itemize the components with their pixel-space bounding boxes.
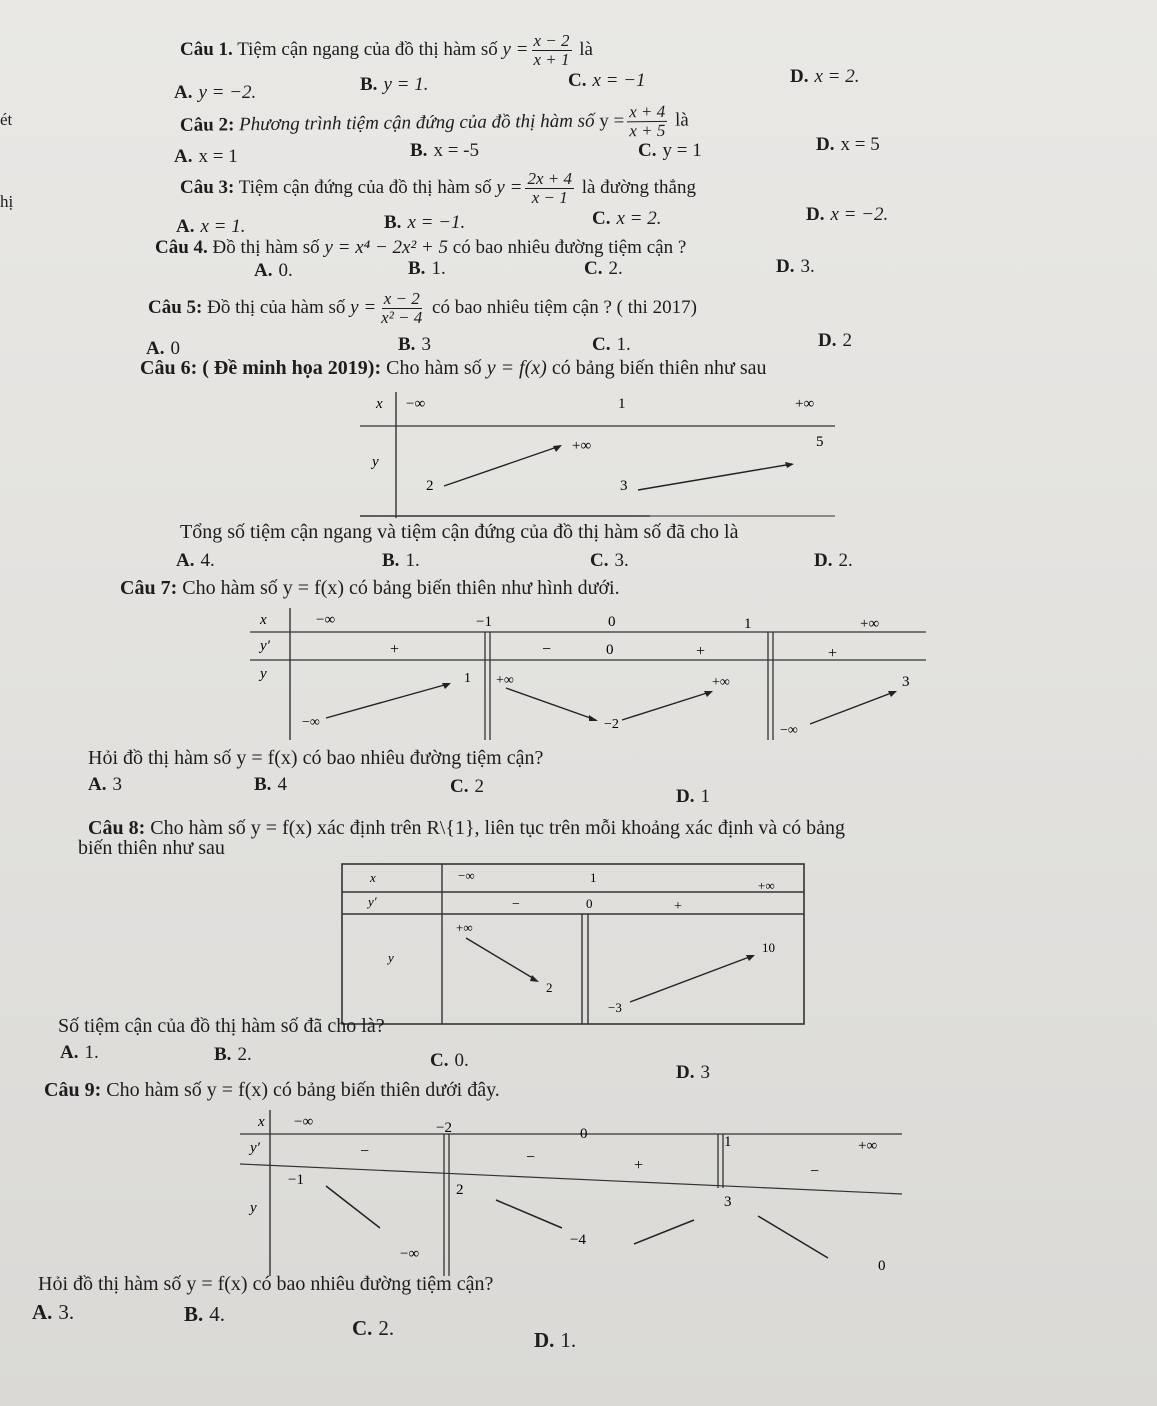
q1-num: x − 2 [533, 31, 570, 50]
q9-y-header: y [250, 1200, 257, 1216]
q7-yp-2: − [542, 641, 552, 658]
q7-y-7: 3 [902, 674, 910, 690]
q1-y: y = [502, 38, 529, 60]
q9-yp-3: + [634, 1157, 644, 1174]
q9-x-2: −2 [436, 1120, 452, 1136]
q7-arrow-2 [506, 688, 596, 720]
q9-arrow-1 [326, 1186, 380, 1228]
q7-yp-header: y′ [260, 638, 270, 654]
q8-yp-2: 0 [586, 896, 593, 911]
q7-option-c: C. 2 [450, 776, 484, 797]
q3-option-a: A. x = 1. [176, 216, 246, 237]
q8-option-b: B. 2. [214, 1044, 252, 1065]
q9-option-b: B. 4. [184, 1302, 226, 1326]
q6-y-header: y [372, 454, 379, 470]
q7-yp-3: 0 [606, 642, 614, 658]
q6-arrow-2 [638, 464, 792, 490]
q2-num: x + 4 [627, 103, 667, 122]
q9-y-5: 3 [724, 1194, 732, 1210]
q1-option-d: D. x = 2. [790, 66, 860, 87]
q7-x-2: −1 [476, 614, 492, 630]
q2-option-d: D. x = 5 [816, 134, 880, 155]
q1-den: x + 1 [533, 50, 570, 69]
q7-y-5: +∞ [712, 675, 730, 690]
q3-after: là đường thẳng [581, 176, 696, 198]
q9-x-1: −∞ [294, 1114, 314, 1130]
q9-option-d: D. 1. [534, 1328, 577, 1352]
q8-arrow-1 [466, 938, 536, 980]
q5-option-b: B. 3 [398, 334, 431, 355]
q6-x-header: x [376, 396, 383, 412]
q6-option-b: B. 1. [382, 550, 420, 571]
q9-question: Hỏi đồ thị hàm số y = f(x) có bao nhiêu đường tiệm cận? [38, 1273, 494, 1295]
q3-den: x − 1 [531, 188, 568, 207]
q9-yp-2: − [526, 1149, 536, 1166]
q9-arrow-3 [634, 1220, 694, 1244]
q5-num: x − 2 [383, 289, 420, 308]
q8-y-1: +∞ [456, 920, 473, 935]
q9-x-4: 1 [724, 1134, 732, 1150]
q8-y-2: 2 [546, 980, 553, 995]
q2-text: Phương trình tiệm cận đứng của đồ thị hàm số [238, 110, 595, 136]
q7-arrow-3 [622, 692, 710, 720]
q6-arrowhead-1 [553, 445, 562, 452]
q5-den: x² − 4 [381, 308, 423, 327]
q8-y-header: y [388, 950, 394, 965]
q7-option-a: A. 3 [88, 774, 122, 795]
q8-yp-1: − [512, 897, 520, 912]
q6-y-3: 3 [620, 478, 628, 494]
q5-after: có bao nhiêu tiệm cận ? ( thi 2017) [432, 296, 697, 318]
q1-label: Câu 1. [180, 38, 233, 60]
q6-option-a: A. 4. [176, 550, 215, 571]
q6-x-3: +∞ [795, 396, 815, 412]
q6-arrowhead-2 [785, 462, 794, 468]
q8-yp-header: y′ [368, 894, 377, 909]
q4-option-b: B. 1. [408, 258, 446, 279]
q6-y-4: 5 [816, 434, 824, 450]
q4-after: có bao nhiêu đường tiệm cận ? [452, 237, 687, 258]
q4-text: Đồ thị hàm số [212, 237, 320, 258]
q8-question: Số tiệm cận của đồ thị hàm số đã cho là? [58, 1015, 385, 1037]
q3-option-d: D. x = −2. [806, 204, 889, 225]
q6-question: Tổng số tiệm cận ngang và tiệm cận đứng của đồ thị hàm số đã cho là [180, 521, 739, 543]
q9-arrow-2 [496, 1200, 562, 1228]
q7-x-4: 1 [744, 616, 752, 632]
q3-option-b: B. x = −1. [384, 212, 466, 233]
q6-label: Câu 6: ( Đề minh họa 2019): [140, 357, 382, 379]
q8-option-d: D. 3 [676, 1062, 710, 1083]
q8-x-1: −∞ [458, 868, 475, 883]
q7-arrow-4 [810, 692, 894, 724]
q3-fraction [525, 170, 574, 207]
q3-y: y = [496, 176, 523, 198]
q9-yp-1: − [360, 1143, 370, 1160]
q5-option-d: D. 2 [818, 330, 852, 351]
q6-after: có bảng biến thiên như sau [551, 357, 767, 379]
q7-y-3: +∞ [496, 673, 514, 688]
q1-option-a: A. y = −2. [174, 82, 257, 103]
q2-option-b: B. x = -5 [410, 140, 479, 161]
q2-y: y = [599, 110, 625, 132]
q9-stem [44, 1078, 500, 1102]
q8-y-4: −3 [608, 1000, 622, 1015]
q2-option-a: A. x = 1 [174, 146, 238, 167]
q1-option-b: B. y = 1. [360, 74, 429, 95]
q6-x-1: −∞ [406, 396, 426, 412]
q9-option-c: C. 2. [352, 1316, 395, 1340]
q5-fraction [379, 290, 424, 327]
q7-stem [120, 576, 620, 600]
q9-y-4: −4 [570, 1232, 586, 1248]
q6-arrow-1 [444, 446, 560, 486]
q4-label: Câu 4. [155, 237, 208, 258]
q7-y-6: −∞ [780, 723, 798, 738]
q5-y: y = [350, 296, 377, 318]
q2-label: Câu 2: [179, 114, 235, 136]
q9-x-3: 0 [580, 1126, 588, 1142]
q1-option-c: C. x = −1 [568, 70, 646, 91]
q3-text: Tiệm cận đứng của đồ thị hàm số [238, 176, 492, 198]
q6-formula: y = f(x) [486, 357, 547, 379]
q7-question: Hỏi đồ thị hàm số y = f(x) có bao nhiêu đường tiệm cận? [88, 747, 544, 769]
q7-option-b: B. 4 [254, 774, 287, 795]
q9-y-3: 2 [456, 1182, 464, 1198]
q9-arrow-4 [758, 1216, 828, 1258]
q4-option-c: C. 2. [584, 258, 623, 279]
q8-text: Cho hàm số y = f(x) xác định trên R\{1}, liên tục trên mỗi khoảng xác định và có bảng [150, 817, 845, 839]
q7-label: Câu 7: [120, 577, 178, 599]
q7-x-3: 0 [608, 614, 616, 630]
q9-text: Cho hàm số y = f(x) có bảng biến thiên dưới đây. [106, 1079, 500, 1101]
q3-num: 2x + 4 [527, 169, 572, 188]
q2-den: x + 5 [629, 120, 666, 141]
q9-x-header: x [258, 1114, 265, 1130]
q6-y-2: +∞ [572, 438, 592, 454]
q7-yp-1: + [390, 641, 400, 658]
q1-text: Tiệm cận ngang của đồ thị hàm số [237, 38, 498, 60]
q8-x-3: +∞ [758, 878, 775, 893]
q1-fraction [532, 32, 572, 69]
q7-x-5: +∞ [860, 616, 880, 632]
q4-option-a: A. 0. [254, 260, 293, 281]
q5-label: Câu 5: [148, 296, 203, 318]
q8-yp-3: + [674, 899, 682, 914]
q2-after: là [674, 109, 689, 131]
q8-label: Câu 8: [88, 817, 146, 839]
q8-arrow-2 [630, 956, 752, 1002]
q9-option-a: A. 3. [32, 1300, 75, 1324]
q8-arrowhead-1 [530, 975, 539, 982]
q6-y-1: 2 [426, 478, 434, 494]
q8-x-header: x [370, 870, 376, 885]
q6-option-d: D. 2. [814, 550, 853, 571]
q7-option-d: D. 1 [676, 786, 710, 807]
q5-stem [148, 290, 697, 327]
q9-yp-header: y′ [250, 1140, 260, 1156]
q9-y-6: 0 [878, 1258, 886, 1274]
q7-y-4: −2 [604, 717, 619, 732]
q8-option-c: C. 0. [430, 1050, 469, 1071]
q4-stem [155, 236, 686, 260]
q6-text: Cho hàm số [386, 357, 482, 379]
q2-fraction [627, 103, 667, 140]
q3-stem [180, 170, 696, 207]
q7-x-1: −∞ [316, 612, 336, 628]
q8-y-3: 10 [762, 940, 775, 955]
q7-y-header: y [260, 666, 267, 682]
q3-option-c: C. x = 2. [592, 208, 662, 229]
q7-y-2: 1 [464, 671, 471, 686]
q7-y-1: −∞ [302, 715, 320, 730]
q1-stem [180, 32, 593, 69]
q6-variation-table [350, 390, 850, 520]
q9-variation-table [230, 1108, 910, 1278]
q1-after: là [579, 38, 593, 60]
q4-option-d: D. 3. [776, 256, 815, 277]
q6-option-c: C. 3. [590, 550, 629, 571]
q5-option-c: C. 1. [592, 334, 631, 355]
margin-fragment-2: hị [0, 192, 14, 211]
q6-x-2: 1 [618, 396, 626, 412]
q8-option-a: A. 1. [60, 1042, 99, 1063]
q7-yp-4: + [696, 643, 706, 660]
q9-yp-4: − [810, 1163, 820, 1180]
q7-yp-5: + [828, 645, 838, 662]
q7-arrowhead-2 [589, 715, 598, 721]
q7-text: Cho hàm số y = f(x) có bảng biến thiên như hình dưới. [182, 577, 620, 599]
q7-arrow-1 [326, 684, 448, 718]
q5-text: Đồ thị của hàm số [207, 296, 346, 318]
q8-x-2: 1 [590, 870, 597, 885]
q3-label: Câu 3: [180, 176, 235, 198]
q8-stem-line2: biến thiên như sau [78, 837, 225, 859]
q4-formula: y = x⁴ − 2x² + 5 [324, 237, 449, 258]
q2-option-c: C. y = 1 [638, 140, 702, 161]
q6-stem [140, 356, 767, 380]
q9-x-5: +∞ [858, 1138, 878, 1154]
q9-y-2: −∞ [400, 1246, 420, 1262]
q7-x-header: x [260, 612, 267, 628]
q9-y-1: −1 [288, 1172, 304, 1188]
q8-variation-table [340, 862, 810, 1028]
q2-stem [180, 103, 689, 145]
margin-fragment-1: ét [0, 110, 13, 129]
q7-variation-table [250, 606, 930, 742]
q5-option-a: A. 0 [146, 338, 180, 359]
q9-label: Câu 9: [44, 1079, 102, 1101]
